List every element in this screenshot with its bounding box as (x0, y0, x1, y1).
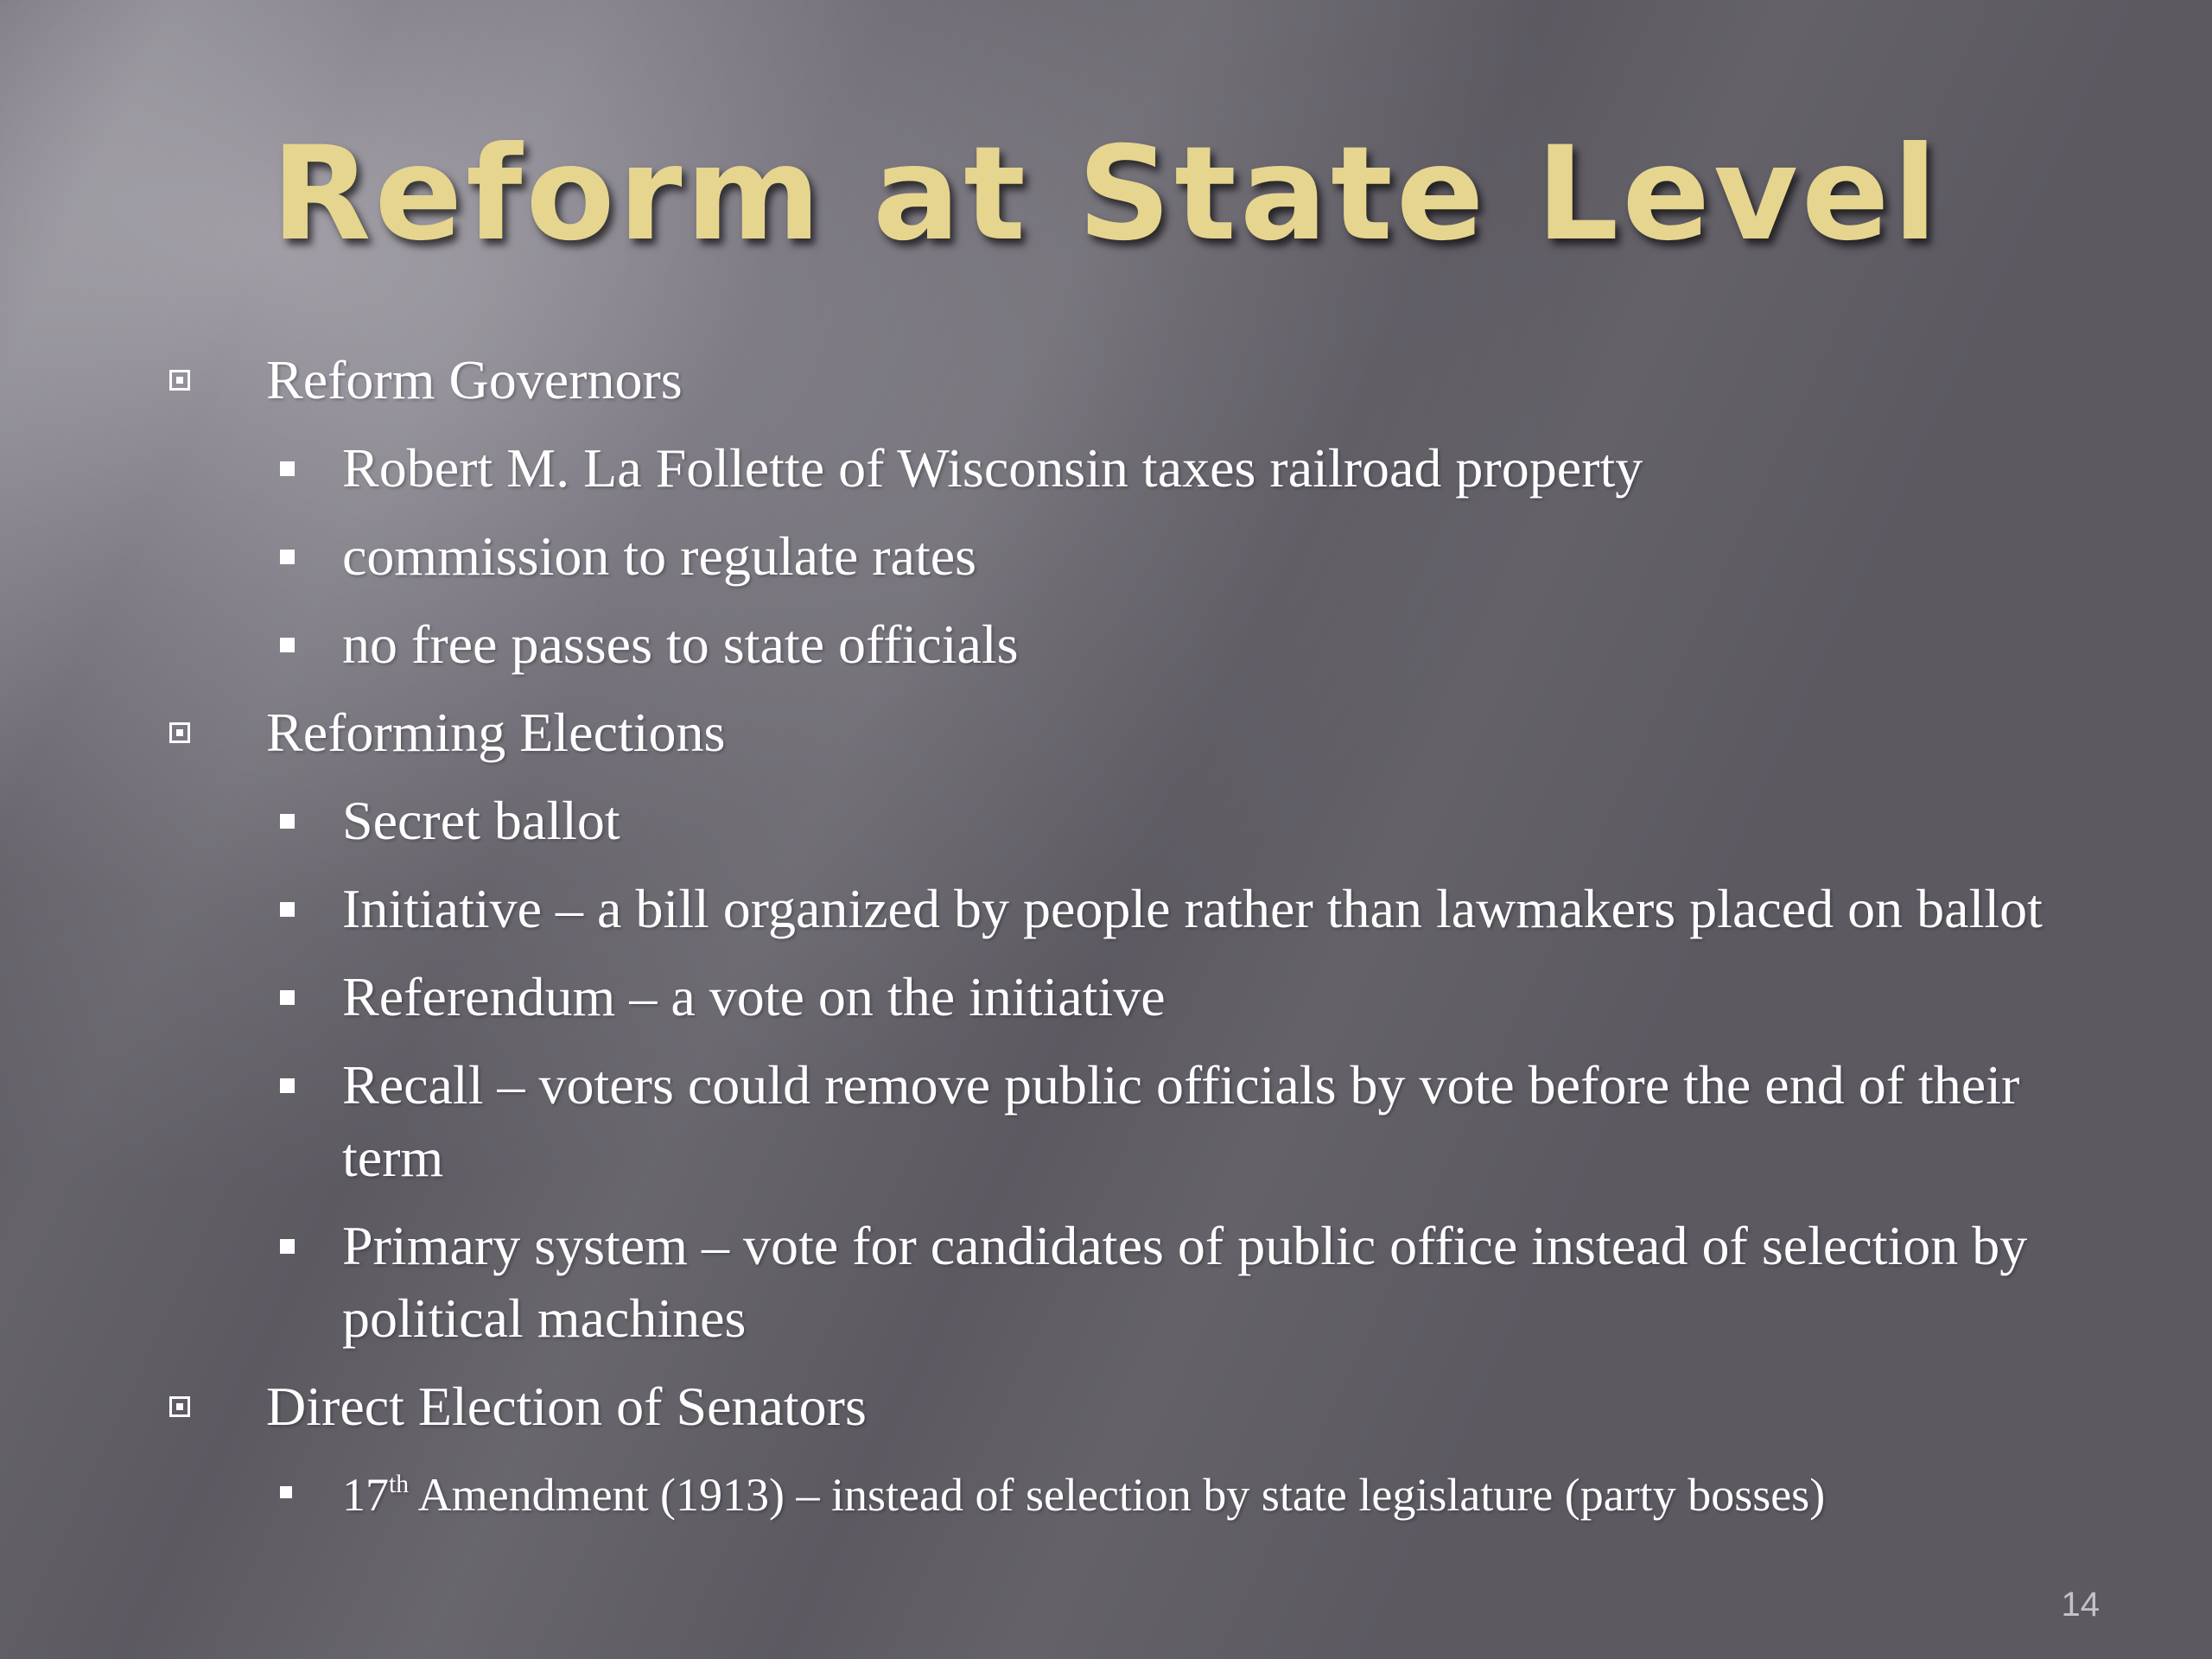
slide-number: 14 (2061, 1586, 2100, 1624)
list-item (164, 961, 2082, 1033)
filled-square-bullet-icon (280, 990, 295, 1005)
slide-content (164, 344, 2082, 1531)
slide-title: Reform at State Level (270, 119, 1942, 270)
square-bullet-icon (169, 370, 190, 391)
filled-square-bullet-icon (280, 638, 295, 652)
section-label: Reform Governors (266, 349, 683, 410)
list-item-text: Initiative – a bill organized by people rather than lawmakers placed on ballot (342, 878, 2043, 939)
list-item (164, 1049, 2082, 1194)
amendment-text: Amendment (1913) – instead of selection by state legislature (party bosses) (409, 1469, 1826, 1521)
filled-square-bullet-icon (280, 1486, 292, 1498)
list-item (164, 785, 2082, 857)
filled-square-bullet-icon (280, 1239, 295, 1254)
amendment-number: 17 (342, 1469, 389, 1521)
list-item-text: commission to regulate rates (342, 525, 977, 587)
section-label: Direct Election of Senators (266, 1376, 867, 1437)
list-item (164, 608, 2082, 681)
section-label: Reforming Elections (266, 702, 726, 763)
filled-square-bullet-icon (280, 550, 295, 564)
filled-square-bullet-icon (280, 814, 295, 829)
list-item (164, 432, 2082, 505)
list-item-text: Recall – voters could remove public officials by vote before the end of their term (342, 1054, 2020, 1188)
square-bullet-icon (169, 1396, 190, 1417)
list-item-text: Referendum – a vote on the initiative (342, 966, 1166, 1027)
section-direct-election-of-senators (164, 1370, 2082, 1443)
square-bullet-icon (169, 722, 190, 743)
list-item-text: Secret ballot (342, 790, 620, 851)
list-item (164, 1459, 2082, 1531)
amendment-ordinal-suffix: th (389, 1471, 410, 1499)
section-reforming-elections (164, 696, 2082, 769)
list-item-text: Primary system – vote for candidates of public office instead of selection by political machines (342, 1215, 2028, 1349)
section-reform-governors (164, 344, 2082, 416)
filled-square-bullet-icon (280, 1078, 295, 1093)
list-item-text: Robert M. La Follette of Wisconsin taxes railroad property (342, 437, 1643, 499)
filled-square-bullet-icon (280, 902, 295, 917)
list-item (164, 873, 2082, 945)
list-item (164, 520, 2082, 593)
list-item (164, 1210, 2082, 1355)
list-item-text: no free passes to state officials (342, 613, 1019, 675)
filled-square-bullet-icon (280, 461, 295, 476)
